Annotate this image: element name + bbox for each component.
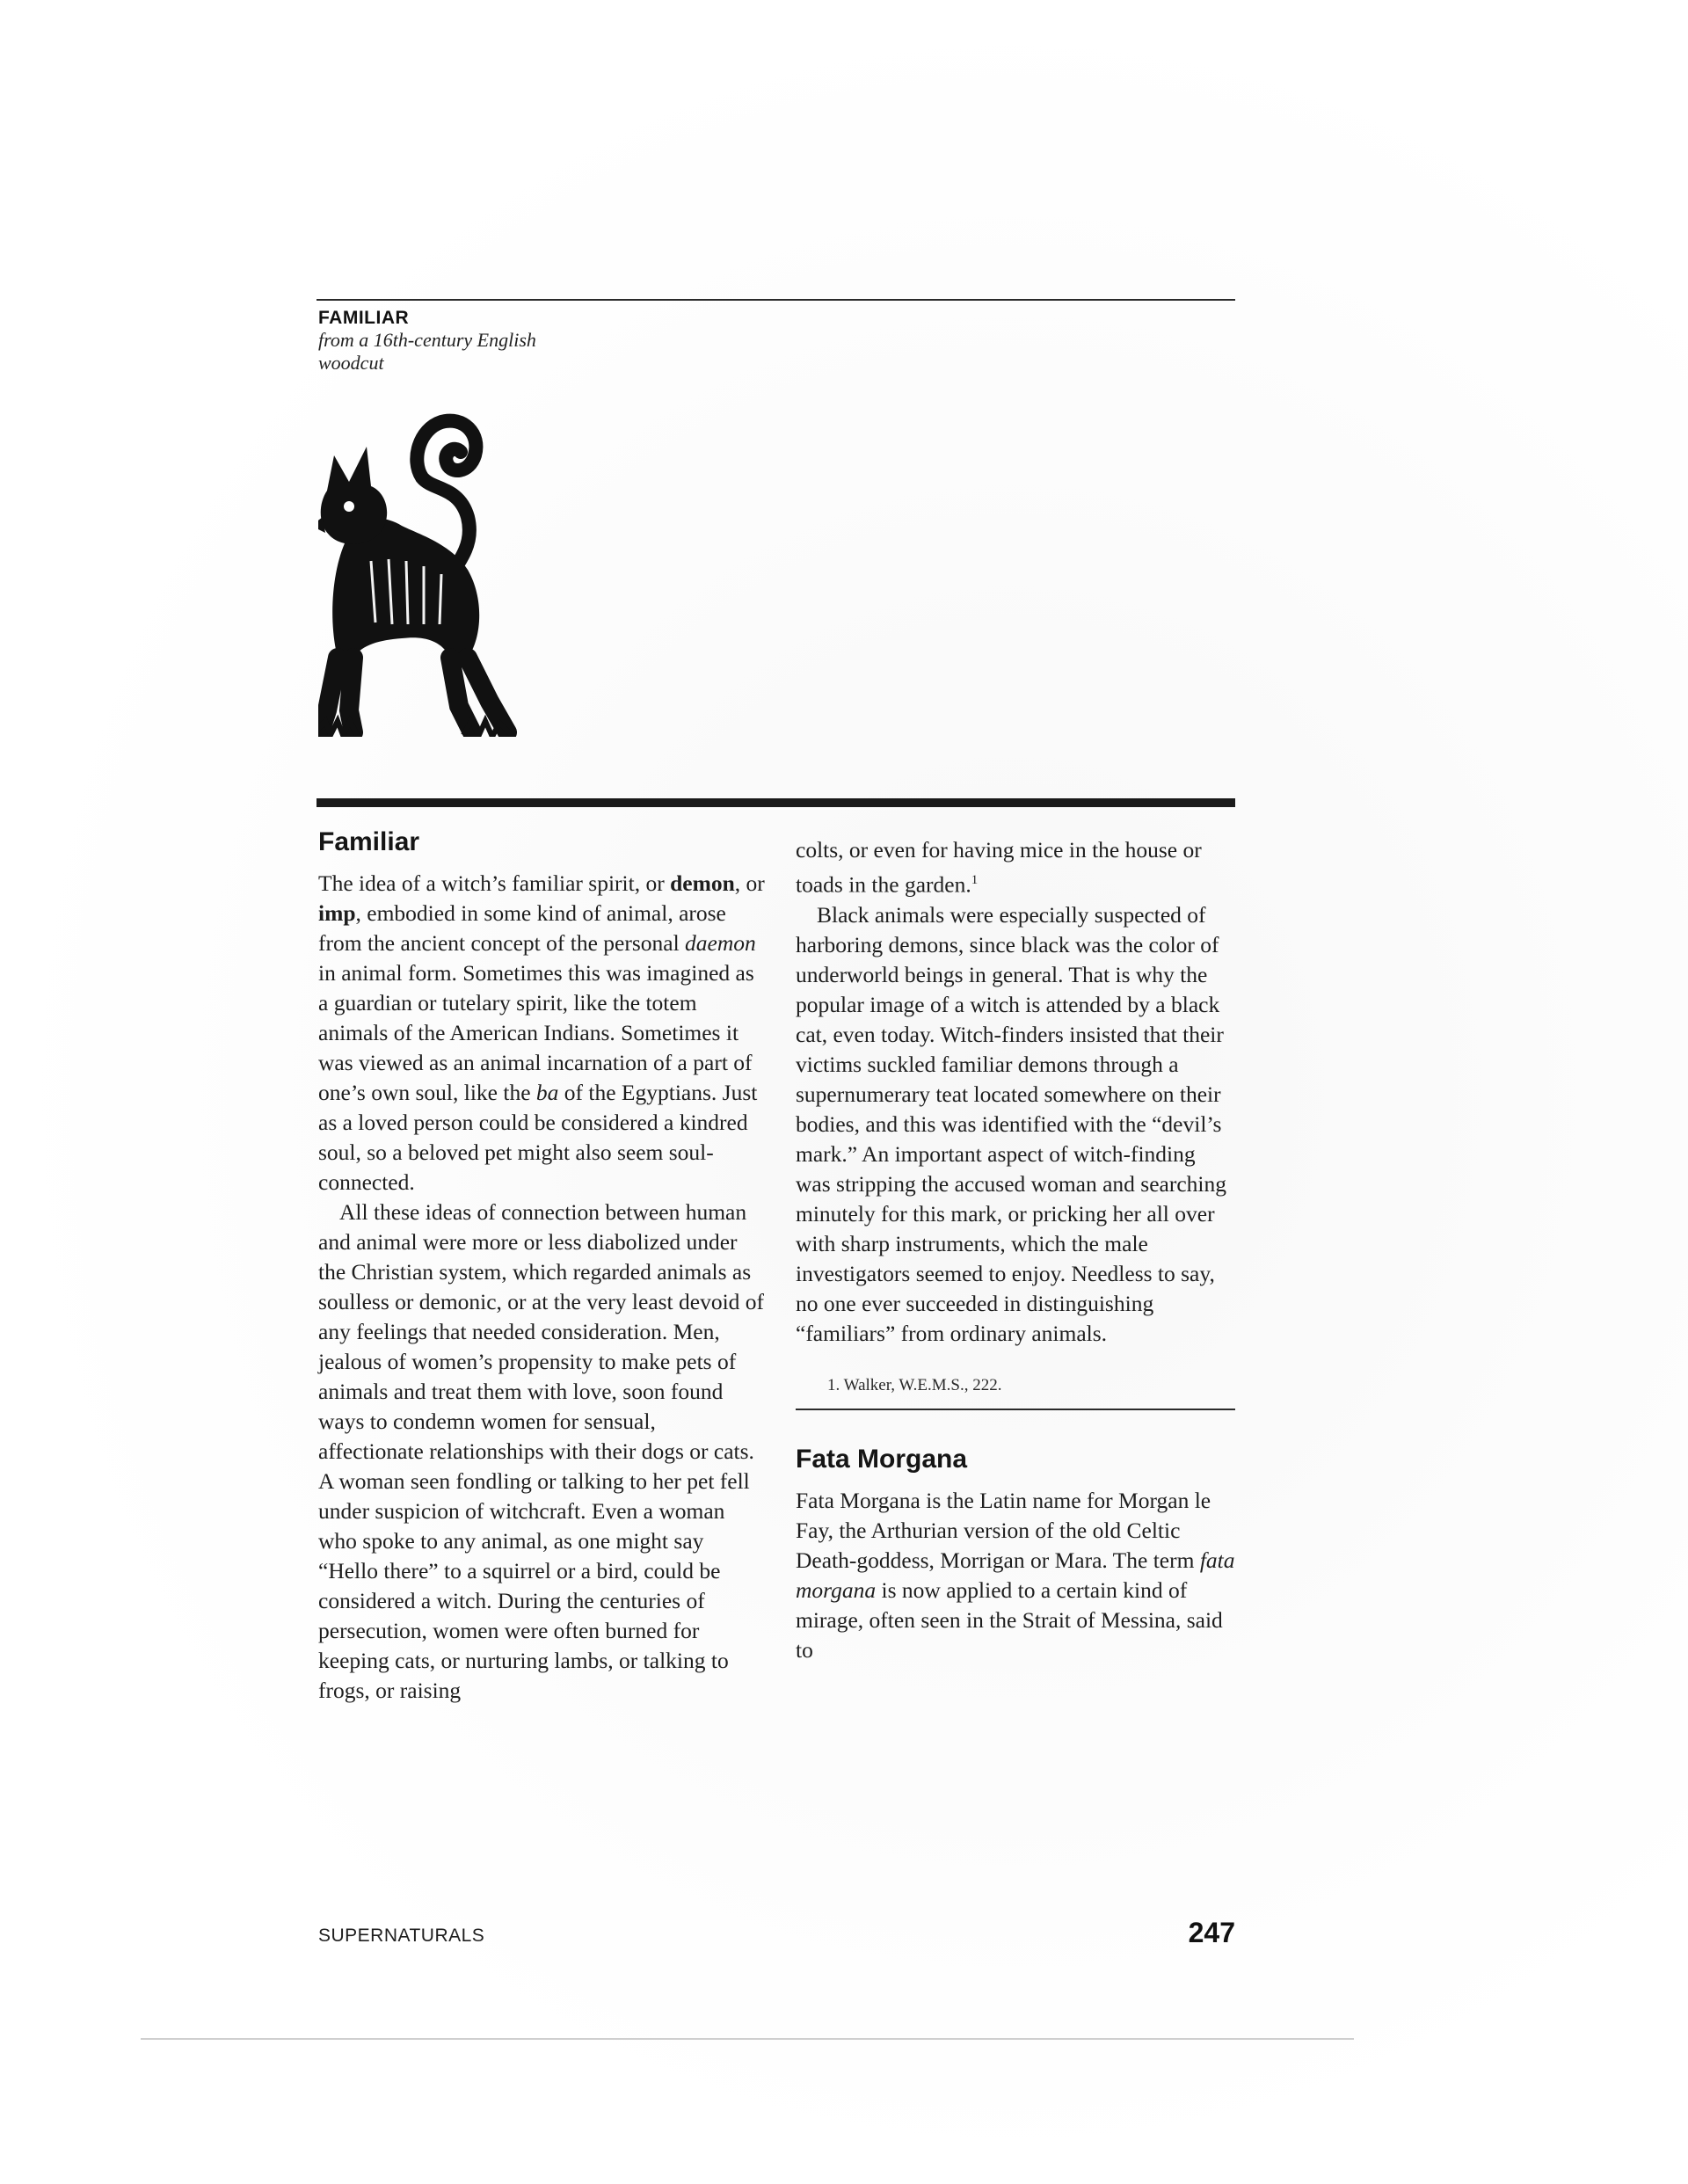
term-fata-morgana: fata morgana	[796, 1547, 1235, 1603]
paragraph	[796, 835, 1235, 900]
figure-title: FAMILIAR	[318, 308, 410, 328]
familiar-woodcut-image	[318, 394, 547, 737]
footnote-marker: 1	[971, 873, 979, 887]
paragraph	[796, 1486, 1235, 1665]
left-column	[318, 826, 767, 1706]
text-run: , or	[734, 870, 765, 896]
article-heading-fata-morgana: Fata Morgana	[796, 1444, 968, 1474]
paragraph	[318, 869, 767, 1198]
term-imp: imp	[318, 900, 356, 926]
text-run: Fata Morgana is the Latin name for Morgan le Fay, the Arthurian version of the old Celtic Death-goddess, Morrigan or Mara. The term	[796, 1487, 1211, 1573]
figure-label	[318, 308, 600, 375]
figure-caption: from a 16th-century English woodcut	[318, 329, 536, 374]
scan-edge-line	[141, 2038, 1354, 2040]
footnote-rule	[796, 1409, 1235, 1410]
paragraph: Black animals were especially suspected of harboring demons, since black was the color of underworld beings in general. That is why the popular image of a witch is attended by a black cat, even today. Witch-finders insisted that their victims suckled familiar demons through a supernumerary teat located somewhere on their bodies, and this was identified with the “devil’s mark.” An important aspect of witch-finding was stripping the accused woman and searching minutely for this mark, or pricking her all over with sharp instruments, which the male investigators seemed to enjoy. Needless to say, no one ever succeeded in distinguishing “familiars” from ordinary animals.	[796, 901, 1227, 1346]
top-rule	[316, 299, 1235, 301]
term-demon: demon	[670, 870, 735, 896]
article-heading-familiar: Familiar	[318, 827, 420, 856]
right-column	[796, 835, 1235, 1665]
page-number: 247	[1188, 1917, 1235, 1948]
paragraph: All these ideas of connection between human and animal were more or less diabolized under the Christian system, which regarded animals as soulless or demonic, or at the very least devoid of any feelings that needed consideration. Men, jealous of women’s propensity to make pets of animals and treat them with love, soon found ways to condemn women for sensual, affectionate relationships with their dogs or cats. A woman seen fondling or talking to her pet fell under suspicion of witchcraft. Even a woman who spoke to any animal, as one might say “Hello there” to a squirrel or a bird, could be considered a witch. During the centuries of persecution, women were often burned for keeping cats, or nurturing lambs, or talking to frogs, or raising	[318, 1199, 765, 1703]
text-run: The idea of a witch’s familiar spirit, or	[318, 870, 671, 896]
text-run: is now applied to a certain kind of mirage, often seen in the Strait of Messina, said to	[796, 1576, 1223, 1663]
section-divider	[316, 798, 1235, 807]
text-run: in animal form. Sometimes this was imagined as a guardian or tutelary spirit, like the totem animals of the American Indians. Sometimes it was viewed as an animal incarnation of a part of one’s own soul, like the	[318, 960, 754, 1105]
footnote: 1. Walker, W.E.M.S., 222.	[827, 1375, 1002, 1394]
term-daemon: daemon	[685, 930, 756, 956]
text-run: of the Egyptians. Just as a loved person could be considered a kindred soul, so a beloved pet might also seem soul-connected.	[318, 1080, 758, 1195]
running-footer-title: SUPERNATURALS	[318, 1926, 485, 1946]
text-run: , embodied in some kind of animal, arose from the ancient concept of the personal	[318, 900, 726, 956]
text-run: colts, or even for having mice in the house or toads in the garden.	[796, 837, 1202, 898]
term-ba: ba	[535, 1080, 559, 1105]
